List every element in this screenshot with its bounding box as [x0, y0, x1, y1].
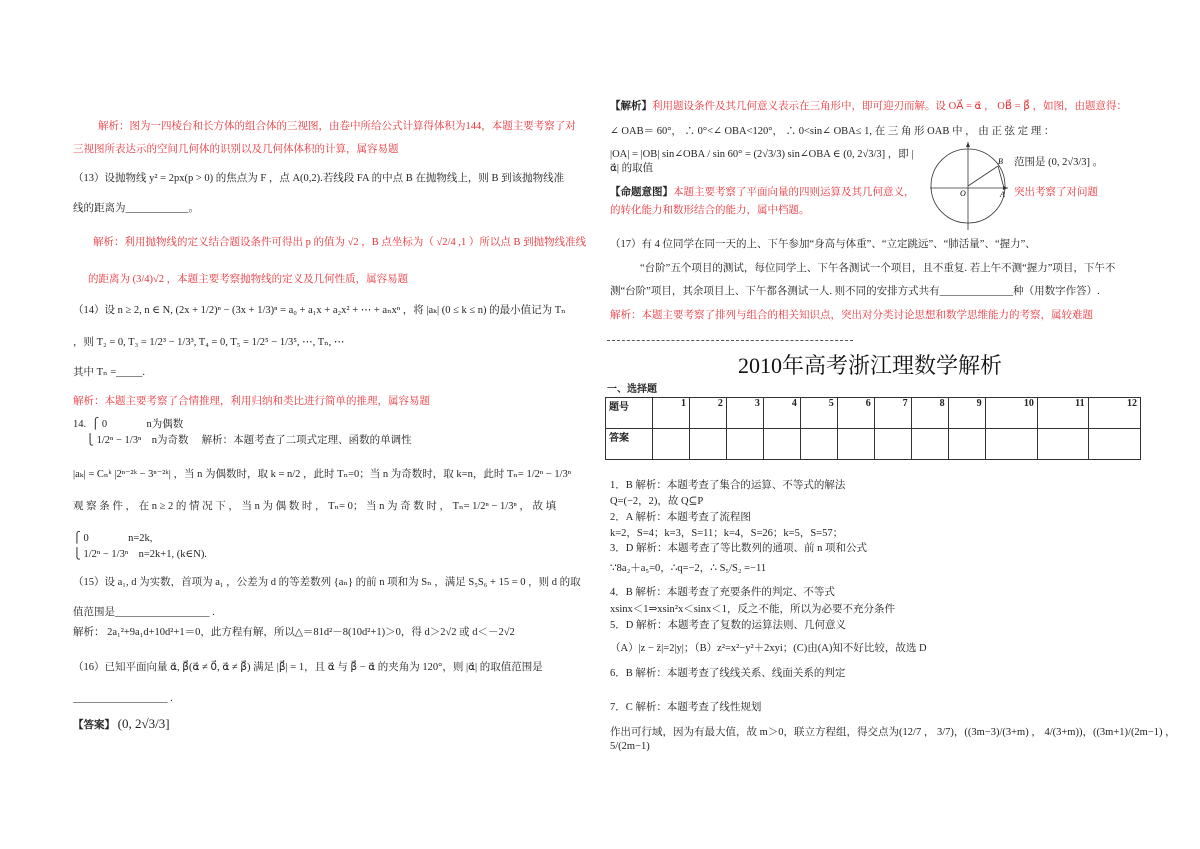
label-a: A — [1000, 190, 1005, 199]
analysis-12-line1: 解析：图为一四棱台和长方体的组合体的三视图，由卷中所给公式计算得体积为144，本题主要考察了对 — [98, 121, 576, 132]
label-b: B — [998, 157, 1003, 166]
answer-label: 【答案】 — [73, 720, 115, 731]
answer-cell — [1037, 429, 1088, 460]
question-14-line2: ，则 T₂ = 0, T₃ = 1/2³ − 1/3³, T₄ = 0, T₅ = 1/2⁵ − 1/3⁵, ⋯, Tₙ, ⋯ — [73, 337, 345, 348]
table-cell: 6 — [837, 398, 874, 429]
table-header-answer: 答案 — [606, 429, 653, 460]
answer-14-piece2: ⎩ 1/2ⁿ − 1/3ⁿ n为奇数 解析：本题考查了二项式定理、函数的单调性 — [73, 435, 412, 446]
table-cell: 12 — [1088, 398, 1140, 429]
analysis-17: 解析：本题主要考察了排列与组合的相关知识点，突出对分类讨论思想和数学思维能力的考察，属较难题 — [610, 310, 1093, 321]
question-15-line1: （15）设 a₁, d 为实数，首项为 a₁ ，公差为 d 的等差数列 {aₙ} 的前 n 项和为 Sₙ ，满足 S₅S₆ + 15 = 0 ，则 d 的取 — [73, 577, 581, 588]
table-cell: 11 — [1037, 398, 1088, 429]
question-17-line2: “台阶”五个项目的测试，每位同学上、下午各测试一个项目，且不重复. 若上午不测“握力”项目，下午不 — [640, 263, 1116, 274]
question-17-line1: （17）有 4 位同学在同一天的上、下午参加“身高与体重”、“立定跳远”、“肺活量”、“握力”、 — [610, 239, 1036, 250]
answer-16: (0, 2√3/3] — [117, 716, 170, 731]
table-cell: 9 — [948, 398, 985, 429]
answer-6: 6．B 解析：本题考查了线线关系、线面关系的判定 — [610, 668, 846, 679]
analysis-16-line3: |OA| = |OB| sin∠OBA / sin 60° = (2√3/3) sin∠OBA ∈ (0, 2√3/3] ，即 |α⃗| 的取值 — [610, 149, 914, 174]
answer-cell — [763, 429, 800, 460]
answer-1-detail: Q=(−2，2)，故 Q⊆P — [610, 496, 704, 507]
intent-text: 本题主要考察了平面向量的四则运算及其几何意义， — [673, 187, 915, 198]
table-cell: 4 — [763, 398, 800, 429]
answer-14-piece1: 14. ⎧ 0 n为偶数 — [73, 419, 184, 430]
analysis-14-line1: |aₖ| = Cₙᵏ |2ⁿ⁻²ᵏ − 3ⁿ⁻²ᵏ| ，当 n 为偶数时，取 k = n/2 ，此时 Tₙ=0；当 n 为奇数时，取 k=n，此时 Tₙ= 1/2ⁿ − 1/3ⁿ — [73, 469, 572, 480]
answer-14-final1: ⎧ 0 n=2k, — [73, 533, 153, 544]
question-14-line1: （14）设 n ≥ 2, n ∈ N, (2x + 1/2)ⁿ − (3x + 1/3)ⁿ = a₀ + a₁x + a₂x² + ⋯ + aₙxⁿ ，将 |aₖ| (0 ≤ k ≤ n) 的最小值记为 Tₙ — [73, 305, 566, 316]
answer-cell — [948, 429, 985, 460]
table-cell: 7 — [874, 398, 911, 429]
answer-2: 2．A 解析：本题考查了流程图 — [610, 512, 751, 523]
answer-table — [605, 397, 1141, 460]
table-cell: 10 — [985, 398, 1037, 429]
answer-5: 5．D 解析：本题考查了复数的运算法则、几何意义 — [610, 620, 846, 631]
answer-cell — [653, 429, 690, 460]
question-13-line1: （13）设抛物线 y² = 2px(p > 0) 的焦点为 F ，点 A(0,2).若线段 FA 的中点 B 在抛物线上，则 B 到该抛物线准 — [73, 173, 565, 184]
table-row-numbers — [606, 398, 1141, 429]
answer-cell — [689, 429, 726, 460]
analysis-13-line1: 解析：利用抛物线的定义结合题设条件可得出 p 的值为 √2 ，B 点坐标为（ √2/4 ,1 ）所以点 B 到抛物线准线 — [93, 237, 587, 248]
answer-4-detail: xsinx＜1⇒xsin²x＜sinx＜1，反之不能，所以为必要不充分条件 — [610, 604, 895, 615]
label-o: O — [960, 189, 966, 198]
intent-label: 【命题意图】 — [610, 187, 673, 198]
answer-cell — [985, 429, 1037, 460]
vector-circle-figure — [930, 140, 1010, 230]
table-cell: 3 — [726, 398, 763, 429]
separator-line — [607, 340, 853, 341]
analysis-12-line2: 三视图所表达示的空间几何体的识别以及几何体体积的计算，属容易题 — [73, 144, 399, 155]
answer-14-final2: ⎩ 1/2ⁿ − 1/3ⁿ n=2k+1, (k∈N). — [73, 549, 207, 560]
question-17-line3: 测“台阶”项目，其余项目上、下午都各测试一人. 则不同的安排方式共有______________种（用数字作答）. — [610, 286, 1100, 297]
page-title: 2010年高考浙江理数学解析 — [737, 353, 1002, 378]
analysis-16-line1: 利用题设条件及其几何意义表示在三角形中，即可迎刃而解。设 OA⃗ = α⃗ ， OB⃗ = β⃗ ，如图，由题意得： — [652, 101, 1128, 112]
table-cell: 1 — [653, 398, 690, 429]
question-16-line1: （16）已知平面向量 α⃗, β⃗(α⃗ ≠ 0⃗, α⃗ ≠ β⃗) 满足 |β⃗| = 1，且 α⃗ 与 β⃗ − α⃗ 的夹角为 120°，则 |α⃗| 的取值范围是 — [73, 662, 543, 673]
analysis-16-line2: ∠ OAB＝ 60°， ∴ 0°<∠ OBA<120°， ∴ 0<sin∠ OBA≤ 1, 在 三 角 形 OAB 中 ， 由 正 弦 定 理 ： — [610, 126, 1055, 137]
answer-cell — [800, 429, 837, 460]
answer-cell — [726, 429, 763, 460]
analysis-14-red: 解析：本题主要考察了合情推理，利用归纳和类比进行简单的推理，属容易题 — [73, 396, 430, 407]
answer-7-detail: 作出可行域，因为有最大值，故 m＞0，联立方程组，得交点为(12/7 ， 3/7)，((3m−3)/(3+m) ， 4/(3+m))，((3m+1)/(2m−1) ， 5/(2m−1) — [610, 727, 1176, 752]
intent-text-line2: 的转化能力和数形结合的能力，属中档题。 — [610, 205, 810, 216]
table-header-number: 题号 — [606, 398, 653, 429]
answer-4: 4．B 解析：本题考查了充要条件的判定、不等式 — [610, 587, 835, 598]
analysis-15: 解析： 2a₁²+9a₁d+10d²+1＝0，此方程有解，所以△＝81d²－8(10d²+1)＞0，得 d＞2√2 或 d＜－2√2 — [73, 627, 515, 638]
answer-3-detail: ∵8a₂＋a₅=0，∴q=−2，∴ S₅/S₂ =−11 — [610, 563, 767, 574]
y-axis-arrow-icon — [966, 142, 970, 147]
answer-1: 1．B 解析：本题考查了集合的运算、不等式的解法 — [610, 480, 846, 491]
answer-cell — [874, 429, 911, 460]
analysis-16-range: 范围是 (0, 2√3/3] 。 — [1014, 157, 1104, 168]
table-row-answers — [606, 429, 1141, 460]
answer-5-detail: （A）|z − z̄|=2|y|；（B）z²=x²−y²＋2xyi；(C)由(A)知不好比较，故选 D — [610, 643, 927, 654]
intent-text-cont: 突出考察了对问题 — [1014, 187, 1098, 198]
question-14-line3: 其中 Tₙ =_____. — [73, 367, 146, 378]
table-cell: 2 — [689, 398, 726, 429]
question-15-line2: 值范围是__________________ . — [73, 607, 215, 618]
answer-cell — [1088, 429, 1140, 460]
analysis-14-line2: 观 察 条 件 ， 在 n ≥ 2 的 情 况 下 ， 当 n 为 偶 数 时 ， Tₙ= 0； 当 n 为 奇 数 时 ， Tₙ= 1/2ⁿ − 1/3ⁿ ， 故 填 — [73, 501, 557, 512]
answer-cell — [837, 429, 874, 460]
segment-ob — [968, 166, 998, 186]
table-cell: 8 — [911, 398, 948, 429]
answer-cell — [911, 429, 948, 460]
table-cell: 5 — [800, 398, 837, 429]
analysis-label: 【解析】 — [610, 101, 652, 112]
answer-2-detail: k=2，S=4；k=3，S=11；k=4，S=26；k=5，S=57； — [610, 528, 844, 539]
answer-3: 3．D 解析：本题考查了等比数列的通项、前 n 项和公式 — [610, 543, 867, 554]
question-16-line2: __________________ . — [73, 693, 173, 704]
section-heading: 一、选择题 — [607, 384, 657, 395]
question-13-line2: 线的距离为____________。 — [73, 203, 199, 214]
answer-7: 7．C 解析：本题考查了线性规划 — [610, 702, 762, 713]
analysis-13-line2: 的距离为 (3/4)√2 ，本题主要考察抛物线的定义及几何性质，属容易题 — [88, 274, 409, 285]
